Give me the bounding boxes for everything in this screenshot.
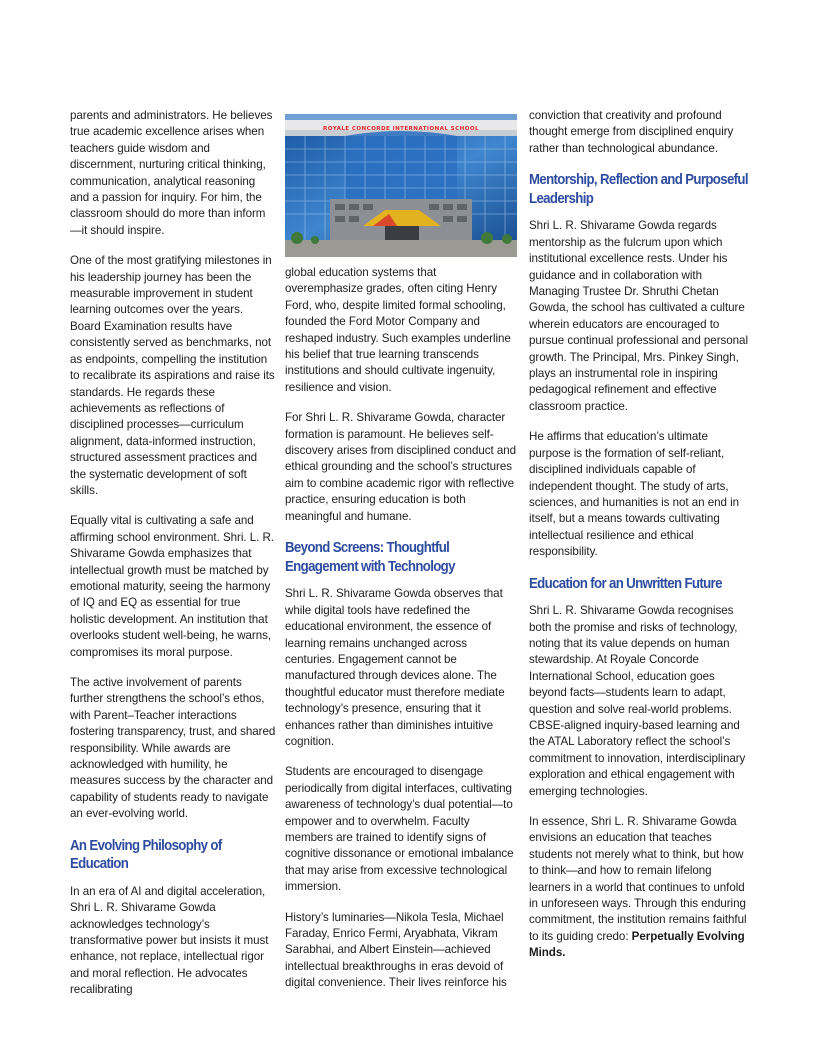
column-3 bbox=[529, 108, 751, 976]
section-heading-mentorship: Mentorship, Reflection and Purposeful Leadership bbox=[529, 172, 748, 207]
paragraph: Equally vital is cultivating a safe and affirming school environment. Shri. L. R. Shivarame Gowda emphasizes that intellectual growth must be matched by emotional maturity, seeing the harmony of IQ and EQ as essential for true holistic development. An institution that overlooks student well-being, he warns, compromises its moral purpose. bbox=[70, 514, 274, 659]
paragraph: He affirms that education’s ultimate purpose is the formation of self-reliant, disciplined individuals capable of independent thought. The study of arts, sciences, and humanities is not an end in itself, but a means towards cultivating intellectual resilience and ethical responsibility. bbox=[529, 430, 739, 559]
school-building-illustration bbox=[285, 114, 517, 257]
paragraph: The active involvement of parents further strengthens the school’s ethos, with Parent–Teacher interactions fostering transparency, trust, and shared responsibility. While awards are acknowledged with humility, he measures success by the character and capability of students ready to navigate an ever-evolving world. bbox=[70, 676, 276, 821]
paragraph: One of the most gratifying milestones in his leadership journey has been the measurable improvement in student learning outcomes over the years. Board Examination results have consistently served as benchmarks, not as endpoints, compelling the institution to recalibrate its aspirations and raise its standards. He regards these achievements as reflections of disciplined processes—curriculum alignment, data-informed instruction, structured assessment practices and the systematic development of soft skills. bbox=[70, 254, 275, 497]
credo: Perpetually Evolving Minds. bbox=[529, 929, 745, 960]
paragraph: Shri L. R. Shivarame Gowda regards mentorship as the fulcrum upon which institutional excellence rests. Under his guidance and in collaboration with Managing Trustee Dr. Shruthi Chetan Gowda, the school has cultivated a culture wherein educators are encouraged to pursue continual professional and personal growth. The Principal, Mrs. Pinkey Singh, plays an instrumental role in inspiring pedagogical refinement and effective classroom practice. bbox=[529, 219, 748, 413]
school-sign: ROYALE CONCORDE INTERNATIONAL SCHOOL bbox=[323, 126, 479, 132]
section-heading-beyond-screens: Beyond Screens: Thoughtful Engagement with Technology bbox=[285, 540, 455, 575]
paragraph: conviction that creativity and profound thought emerge from disciplined enquiry rather than technological abundance. bbox=[529, 109, 734, 155]
column-2 bbox=[285, 108, 517, 1006]
paragraph: Shri L. R. Shivarame Gowda recognises both the promise and risks of technology, noting that its value depends on human stewardship. At Royale Concorde International School, education goes beyond facts—students learn to adapt, question and solve real-world problems. CBSE-aligned inquiry-based learning and the ATAL Laboratory reflect the school’s commitment to innovation, interdisciplinary exploration and ethical engagement with emerging technologies. bbox=[529, 604, 746, 798]
paragraph: global education systems that overemphasize grades, often citing Henry Ford, who, despite limited formal schooling, founded the Ford Motor Company and reshaped industry. Such examples underline his belief that true learning transcends institutions and should cultivate ingenuity, resilience and vision. bbox=[285, 266, 511, 394]
section-heading-unwritten-future: Education for an Unwritten Future bbox=[529, 575, 722, 592]
paragraph: Shri L. R. Shivarame Gowda observes that while digital tools have redefined the educational environment, the essence of learning remains unchanged across centuries. Engagement cannot be manufactured through devices alone. The thoughtful educator must therefore mediate technology’s presence, ensuring that it enhances rather than diminishes intuitive cognition. bbox=[285, 587, 505, 748]
closing-text: In essence, Shri L. R. Shivarame Gowda envisions an education that teaches students not merely what to think, but how to think—and how to remain lifelong learners in a world that continues to unfold in unforeseen ways. Through this enduring commitment, the institution remains faithful to its guiding credo: bbox=[529, 815, 747, 943]
section-heading-evolving-philosophy: An Evolving Philosophy of Education bbox=[70, 837, 222, 873]
paragraph: parents and administrators. He believes true academic excellence arises when teachers guide wisdom and discernment, nurturing critical thinking, communication, analytical reasoning and a passion for inquiry. For him, the classroom should do more than inform—it should inspire. bbox=[70, 109, 273, 237]
paragraph: Students are encouraged to disengage periodically from digital interfaces, cultivating awareness of technology’s dual potential—to empower and to overwhelm. Faculty members are trained to identify signs of cognitive dissonance or emotional imbalance that may arise from excessive technological immersion. bbox=[285, 765, 514, 894]
paragraph: For Shri L. R. Shivarame Gowda, character formation is paramount. He believes self-discovery arises from disciplined conduct and ethical grounding and the school’s structures aim to combine academic rigor with reflective practice, ensuring education is both meaningful and humane. bbox=[285, 411, 517, 523]
column-1 bbox=[70, 108, 276, 1013]
school-building-photo bbox=[285, 114, 517, 257]
paragraph: History’s luminaries—Nikola Tesla, Michael Faraday, Enrico Fermi, Aryabhata, Vikram Sarabhai, and Albert Einstein—achieved intellectual breakthroughs in eras devoid of digital convenience. Their lives reinforce his bbox=[285, 910, 507, 990]
paragraph-closing bbox=[529, 814, 751, 962]
paragraph: In an era of AI and digital acceleration, Shri L. R. Shivarame Gowda acknowledges technology’s transformative power but insists it must enhance, not replace, intellectual rigor and moral reflection. He advocates recalibrating bbox=[70, 884, 269, 997]
